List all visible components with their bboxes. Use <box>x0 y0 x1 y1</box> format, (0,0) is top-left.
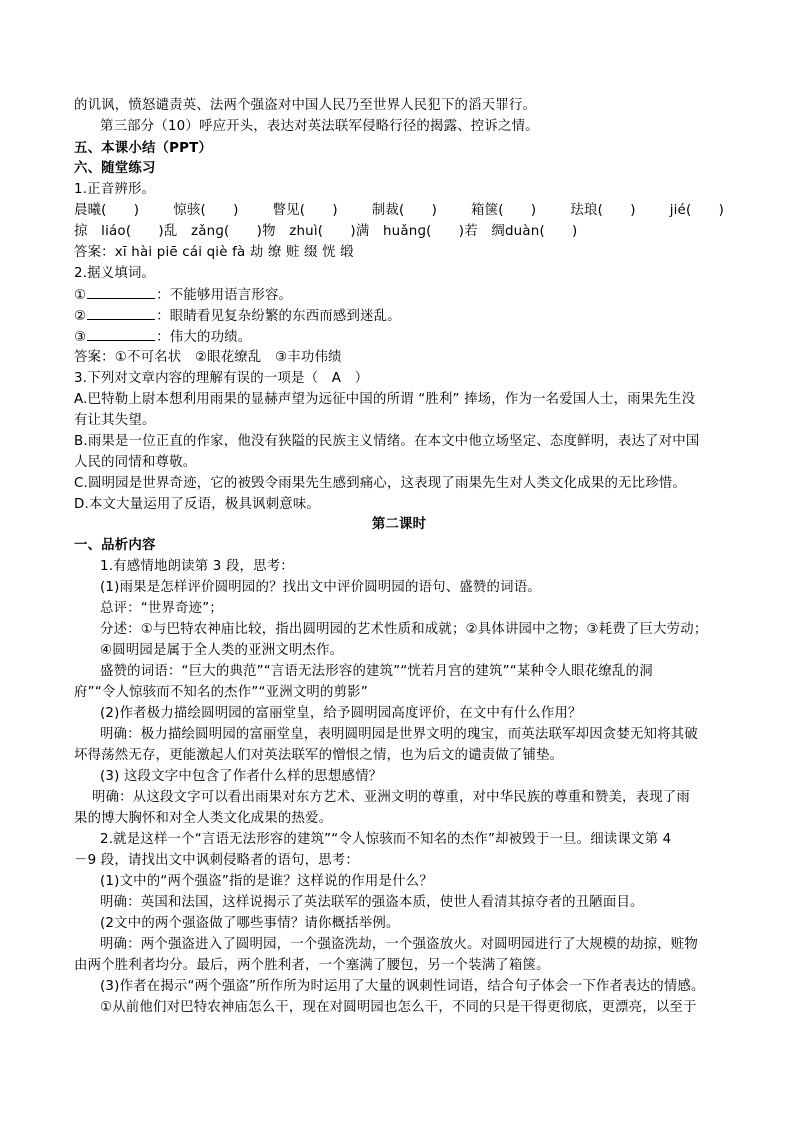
option-line: 有让其失望。 <box>74 413 156 428</box>
text-line: (3) 这段文字中包含了作者什么样的思想感情？ <box>100 769 383 784</box>
text-line: －9 段，请找出文中讽刺侵略者的语句，思考： <box>74 853 359 868</box>
answer-blank[interactable] <box>87 286 155 299</box>
pinyin-item: 瞥见( ) <box>272 203 338 218</box>
text-line: 1.有感情地朗读第 3 段，思考： <box>100 559 294 574</box>
pinyin-item: jié( ) <box>669 203 724 218</box>
answer-line: 答案：①不可名状 ②眼花缭乱 ③丰功伟绩 <box>74 350 342 365</box>
text-line: ①从前他们对巴特农神庙怎么干，现在对圆明园也怎么干，不同的只是干得更彻底，更漂亮，以至于 <box>100 1000 697 1015</box>
option-line: D.本文大量运用了反语，极具讽刺意味。 <box>74 497 321 512</box>
text-line: 坏得荡然无存，更能激起人们对英法联军的憎恨之情，也为后文的谴责做了铺垫。 <box>74 748 564 763</box>
text-line: 明确：英国和法国，这样说揭示了英法联军的强盗本质，使世人看清其掠夺者的丑陋面目。 <box>100 895 644 910</box>
text-line: 明确：两个强盗进入了圆明园，一个强盗洗劫，一个强盗放火。对圆明园进行了大规模的劫掠，赃物 <box>100 937 698 952</box>
text-line: (1)文中的“两个强盗”指的是谁？这样说的作用是什么？ <box>100 874 433 889</box>
text-line: 2.就是这样一个“言语无法形容的建筑”“令人惊骇而不知名的杰作”却被毁于一旦。细读课文第 4 <box>100 832 672 847</box>
question-title: 3.下列对文章内容的理解有误的一项是（ A ） <box>74 371 369 386</box>
text-line: 果的博大胸怀和对全人类文化成果的热爱。 <box>74 811 333 826</box>
fill-in-line: ③ ：伟大的功绩。 <box>74 330 252 345</box>
text-line: 第三部分（10）呼应开头，表达对英法联军侵略行径的揭露、控诉之情。 <box>100 119 539 134</box>
pinyin-item: 制裁( ) <box>371 203 438 218</box>
answer-line: 答案：xī hài piē cái qiè fà 劫 缭 赃 缀 恍 缎 <box>74 245 354 260</box>
answer-blank[interactable] <box>87 307 155 320</box>
pinyin-item: 惊骇( ) <box>173 203 239 218</box>
text-line: (2)作者极力描绘圆明园的富丽堂皇，给予圆明园高度评价，在文中有什么作用？ <box>100 706 582 721</box>
text-line: 盛赞的词语：“巨大的典范”“言语无法形容的建筑”“恍若月宫的建筑”“某种令人眼花缭乱的洞 <box>100 664 653 679</box>
pinyin-item: 晨曦( ) <box>74 203 140 218</box>
text-line: (2文中的两个强盗做了哪些事情？请你概括举例。 <box>100 916 400 931</box>
question-title: 1.正音辨形。 <box>74 182 156 197</box>
answer-blank[interactable] <box>87 328 155 341</box>
section-heading: 一、品析内容 <box>74 538 156 553</box>
section-heading: 六、随堂练习 <box>74 161 156 176</box>
section-heading: 五、本课小结（PPT） <box>74 141 213 156</box>
pinyin-item: 珐琅( ) <box>570 203 636 218</box>
option-line: B.雨果是一位正直的作家，他没有狭隘的民族主义情绪。在本文中他立场坚定、态度鲜明，表达了对中国 <box>74 434 700 449</box>
option-line: C.圆明园是世界奇迹，它的被毁令雨果先生感到痛心，这表现了雨果先生对人类文化成果的无比珍惜。 <box>74 476 686 491</box>
option-line: 人民的同情和尊敬。 <box>74 455 197 470</box>
text-line: (3)作者在揭示“两个强盗”所作所为时运用了大量的讽刺性词语，结合句子体会一下作者表达的情感。 <box>100 979 705 994</box>
text-line: 明确：从这段文字可以看出雨果对东方艺术、亚洲文明的尊重，对中华民族的尊重和赞美，表现了雨 <box>92 790 690 805</box>
lesson-title: 第二课时 <box>371 517 427 532</box>
option-line: A.巴特勒上尉本想利用雨果的显赫声望为远征中国的所谓 “胜利” 捧场，作为一名爱国人士，雨果先生没 <box>74 392 696 407</box>
text-line: 府”“令人惊骇而不知名的杰作”“亚洲文明的剪影” <box>74 685 368 700</box>
question-title: 2.据义填词。 <box>74 266 156 281</box>
pinyin-item: 箱箧( ) <box>471 203 537 218</box>
text-line: 明确：极力描绘圆明园的富丽堂皇，表明圆明园是世界文明的瑰宝，而英法联军却因贪婪无知将其破 <box>100 727 698 742</box>
text-line: 由两个胜利者均分。最后，两个胜利者，一个塞满了腰包，另一个装满了箱箧。 <box>74 958 550 973</box>
pinyin-row: 掠 liáo( )乱 zǎnɡ( )物 zhuì( )满 huǎnɡ( )若 绸duàn( ) <box>74 224 578 239</box>
text-line: 的讥讽，愤怒谴责英、法两个强盗对中国人民乃至世界人民犯下的滔天罪行。 <box>74 98 537 113</box>
pinyin-row <box>74 202 724 220</box>
fill-in-line: ② ：眼睛看见复杂纷繁的东西而感到迷乱。 <box>74 309 401 324</box>
text-line: 分述：①与巴特农神庙比较，指出圆明园的艺术性质和成就；②具体讲园中之物；③耗费了巨大劳动； <box>100 622 708 637</box>
text-line: ④圆明园是属于全人类的亚洲文明杰作。 <box>100 643 344 658</box>
text-line: (1)雨果是怎样评价圆明园的？找出文中评价圆明园的语句、盛赞的词语。 <box>100 580 541 595</box>
text-line: 总评：“世界奇迹”； <box>100 601 223 616</box>
fill-in-line: ① ：不能够用语言形容。 <box>74 288 293 303</box>
